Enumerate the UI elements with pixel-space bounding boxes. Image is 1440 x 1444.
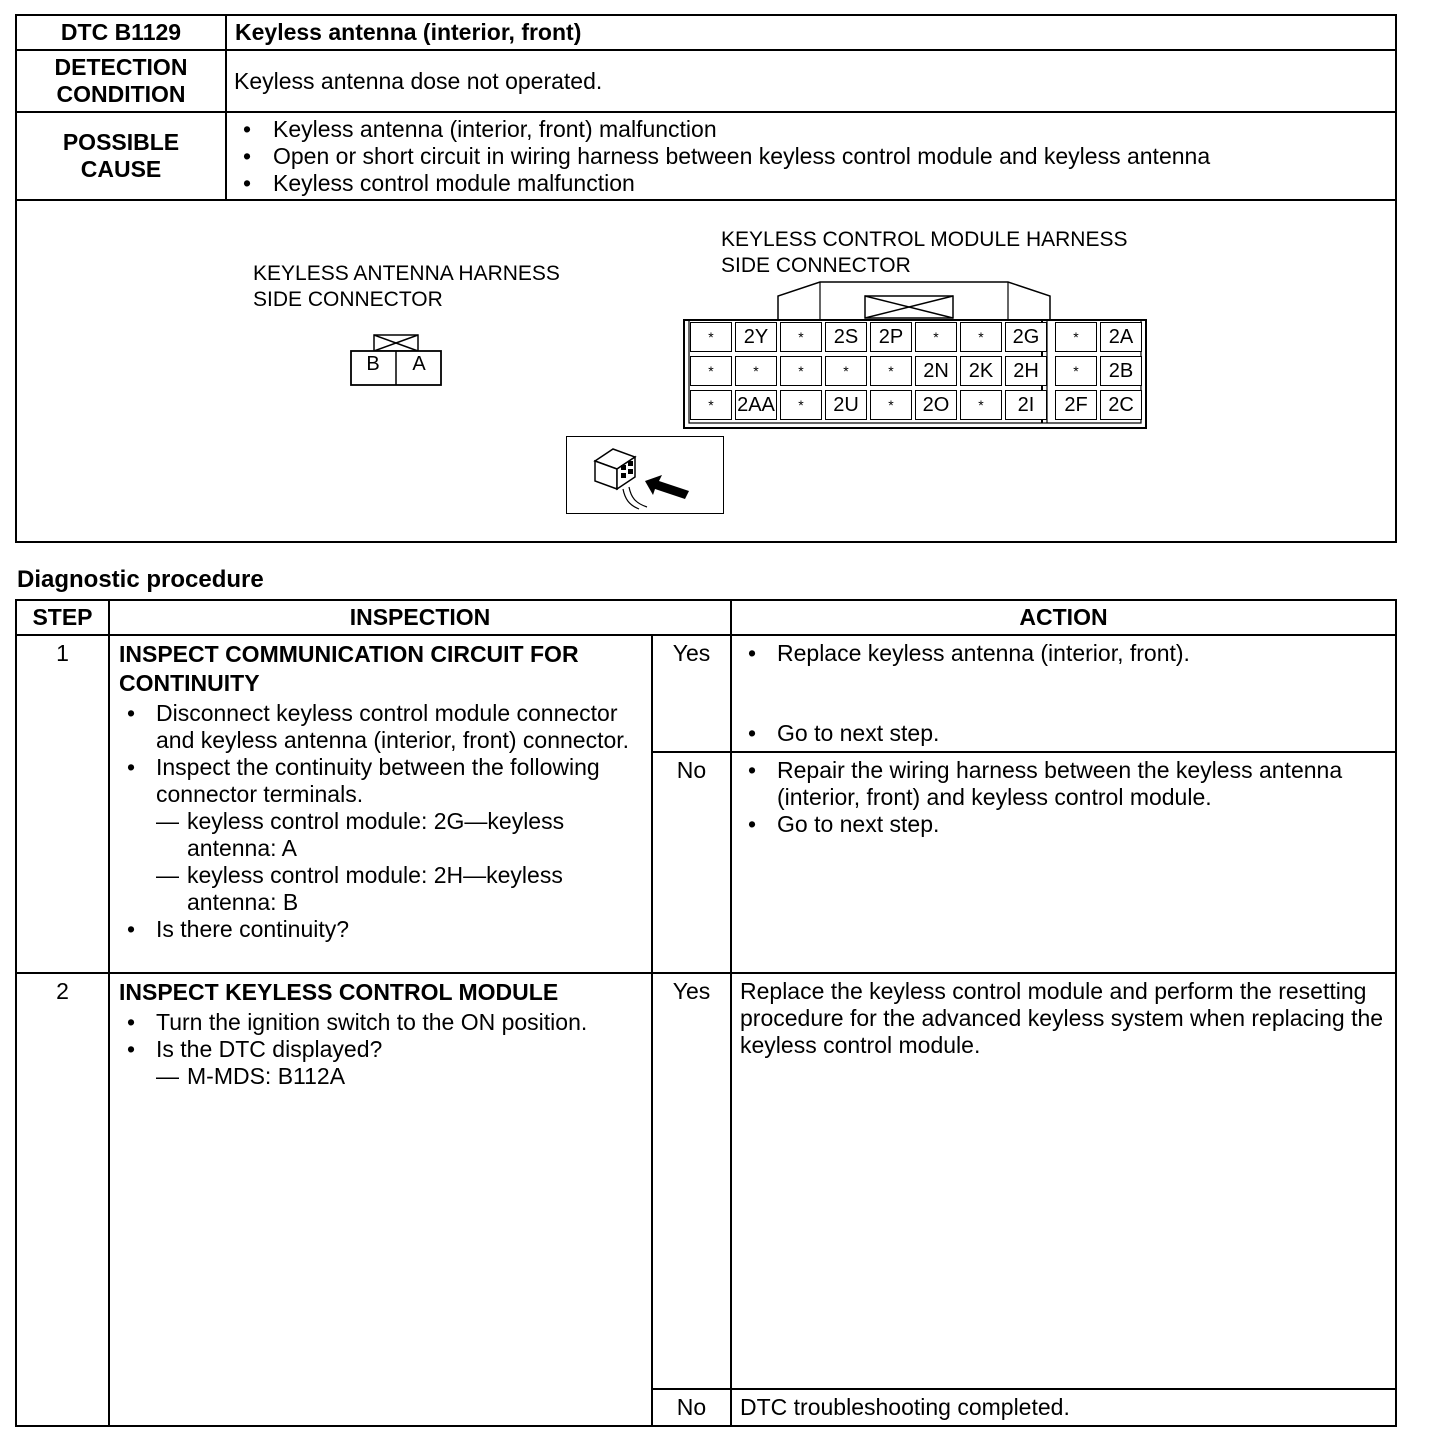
cause-item: • Open or short circuit in wiring harness between keyless control module and keyless antenna xyxy=(241,143,1395,170)
step-2-no-action: DTC troubleshooting completed. xyxy=(731,1389,1396,1426)
module-pin: * xyxy=(1055,322,1097,352)
cause-label: POSSIBLE CAUSE xyxy=(16,112,226,200)
module-pin: * xyxy=(870,390,912,420)
module-pin: 2F xyxy=(1055,390,1097,420)
module-pin: * xyxy=(915,322,957,352)
module-pin: 2K xyxy=(960,356,1002,386)
cause-cell xyxy=(226,112,1396,200)
no-action-list xyxy=(740,757,1387,838)
step-1-inspection xyxy=(109,635,652,973)
detection-row xyxy=(16,50,1396,112)
bullet-item: • Turn the ignition switch to the ON position. xyxy=(119,1009,643,1036)
cause-item: • Keyless control module malfunction xyxy=(241,170,1395,197)
module-pin: * xyxy=(690,356,732,386)
step-2-yes-action: Replace the keyless control module and perform the resetting procedure for the advanced keyless system when replacing the keyless control module. xyxy=(731,973,1396,1389)
module-pin: * xyxy=(780,390,822,420)
procedure-table xyxy=(15,599,1397,1427)
antenna-pin-b: B xyxy=(366,353,380,375)
module-pin: * xyxy=(690,390,732,420)
module-pin: 2N xyxy=(915,356,957,386)
antenna-connector xyxy=(350,333,442,387)
module-pin: 2H xyxy=(1005,356,1047,386)
module-pin: 2U xyxy=(825,390,867,420)
step-1-bullets xyxy=(119,700,643,808)
action-item: • Repair the wiring harness between the keyless antenna (interior, front) and keyless control module. xyxy=(740,757,1387,811)
module-pin: * xyxy=(780,356,822,386)
action-item: • Go to next step. xyxy=(740,720,1387,747)
module-pin: 2C xyxy=(1100,390,1142,420)
cause-item: • Keyless antenna (interior, front) malfunction xyxy=(241,116,1395,143)
bullet-item: • Inspect the continuity between the following connector terminals. xyxy=(119,754,643,808)
module-pin: 2G xyxy=(1005,322,1047,352)
connector-front-view-icon xyxy=(567,437,722,512)
antenna-pin-a: A xyxy=(412,353,426,375)
dtc-header-row xyxy=(16,15,1396,50)
connector-view-icon xyxy=(566,436,724,514)
module-pin: * xyxy=(825,356,867,386)
module-pin: * xyxy=(960,322,1002,352)
dash-item: — M-MDS: B112A xyxy=(119,1063,643,1090)
detection-label: DETECTION CONDITION xyxy=(16,50,226,112)
bullet-item: • Disconnect keyless control module connector and keyless antenna (interior, front) connector. xyxy=(119,700,643,754)
module-pin: 2S xyxy=(825,322,867,352)
action-item: • Replace keyless antenna (interior, front). xyxy=(740,640,1387,667)
yes-action-list xyxy=(740,640,1387,667)
antenna-connector-label: KEYLESS ANTENNA HARNESS SIDE CONNECTOR xyxy=(253,262,560,311)
action-item: • Go to next step. xyxy=(740,811,1387,838)
step-number: 1 xyxy=(16,635,109,973)
yes-action-list-2 xyxy=(740,720,1387,747)
module-pin: * xyxy=(1055,356,1097,386)
no-label: No xyxy=(652,752,731,973)
dtc-code: DTC B1129 xyxy=(16,15,226,50)
procedure-title: Diagnostic procedure xyxy=(17,566,264,593)
dash-item: — keyless control module: 2G—keyless antenna: A xyxy=(119,808,643,862)
module-pin: 2Y xyxy=(735,322,777,352)
module-pin: * xyxy=(960,390,1002,420)
no-label: No xyxy=(652,1389,731,1426)
detection-value: Keyless antenna dose not operated. xyxy=(226,50,1396,112)
module-pin-grid xyxy=(690,322,1140,422)
step-2-bullets xyxy=(119,1009,643,1063)
spacer xyxy=(740,667,1387,720)
module-pin: 2A xyxy=(1100,322,1142,352)
bullet-item: • Is there continuity? xyxy=(119,916,643,943)
module-pin: * xyxy=(780,322,822,352)
module-pin: * xyxy=(735,356,777,386)
step-title: INSPECT KEYLESS CONTROL MODULE xyxy=(119,979,559,1005)
module-connector-label: KEYLESS CONTROL MODULE HARNESS SIDE CONNECTOR xyxy=(721,228,1128,277)
yes-label: Yes xyxy=(652,973,731,1389)
module-pin: 2B xyxy=(1100,356,1142,386)
header-step: STEP xyxy=(16,600,109,635)
yes-label: Yes xyxy=(652,635,731,752)
dash-item: — keyless control module: 2H—keyless antenna: B xyxy=(119,862,643,916)
module-pin: * xyxy=(870,356,912,386)
bullet-item: • Is the DTC displayed? xyxy=(119,1036,643,1063)
cause-row xyxy=(16,112,1396,200)
module-pin: 2I xyxy=(1005,390,1047,420)
procedure-header-row xyxy=(16,600,1396,635)
step-1-yes-row xyxy=(16,635,1396,752)
module-pin: 2O xyxy=(915,390,957,420)
module-pin: 2P xyxy=(870,322,912,352)
module-pin: * xyxy=(690,322,732,352)
step-1-no-action xyxy=(731,752,1396,973)
step-2-yes-row xyxy=(16,973,1396,1389)
step-1-yes-action xyxy=(731,635,1396,752)
step-title: INSPECT COMMUNICATION CIRCUIT FOR CONTINUITY xyxy=(119,641,579,696)
step-number: 2 xyxy=(16,973,109,1426)
cause-list xyxy=(241,116,1395,197)
module-pin: 2AA xyxy=(735,390,777,420)
step-2-inspection xyxy=(109,973,652,1426)
header-action: ACTION xyxy=(731,600,1396,635)
dtc-title: Keyless antenna (interior, front) xyxy=(226,15,1396,50)
step-1-question xyxy=(119,916,643,943)
header-inspection: INSPECTION xyxy=(109,600,731,635)
